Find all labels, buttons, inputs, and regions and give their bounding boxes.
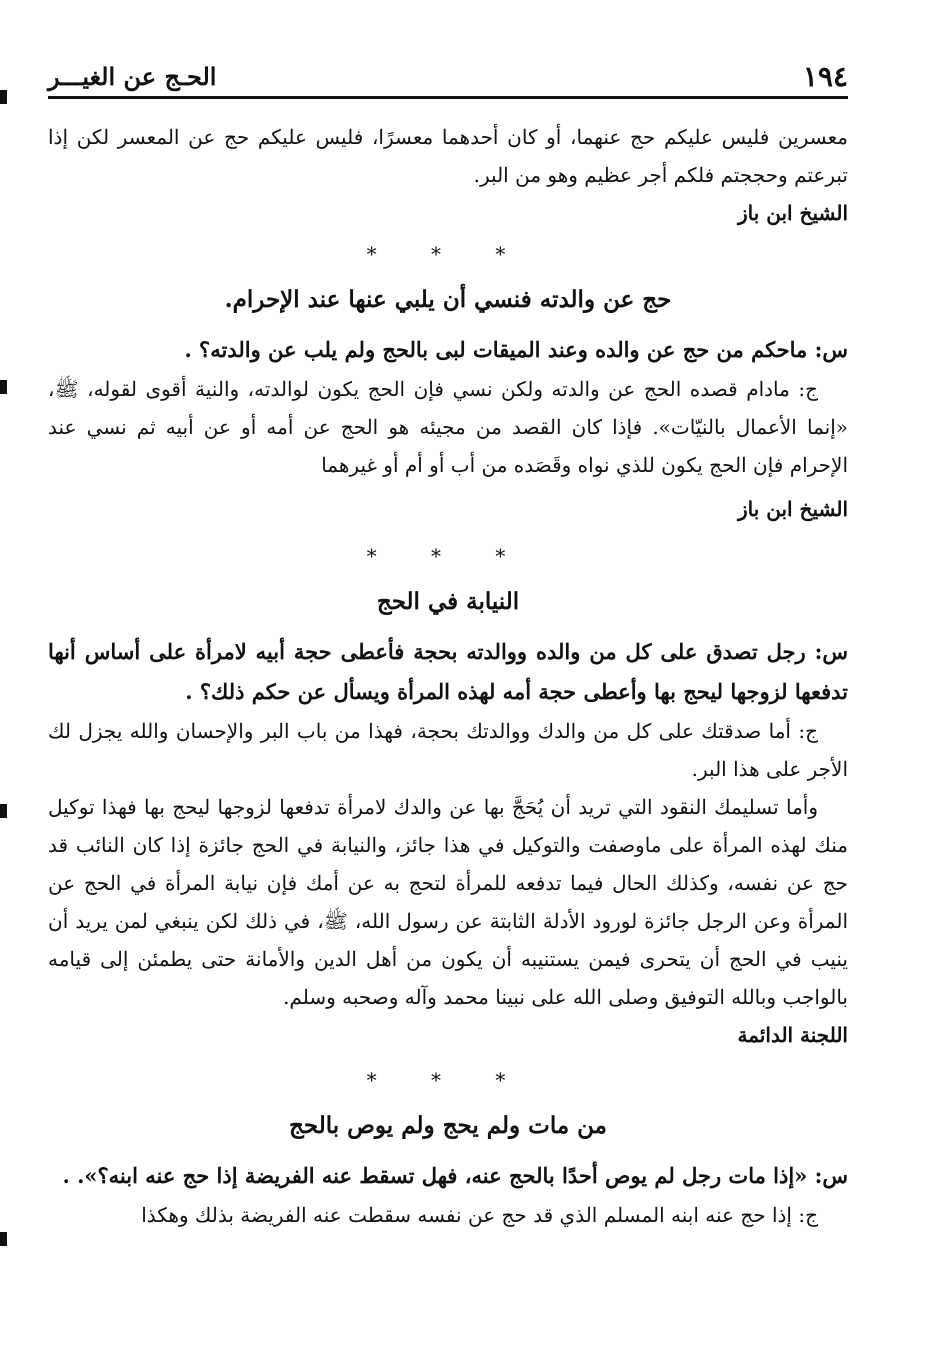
margin-mark <box>0 1232 7 1246</box>
attribution <box>48 194 848 232</box>
attribution-text: اللجنة الدائمة <box>737 1023 848 1047</box>
body-paragraph: وأما تسليمك النقود التي تريد أن يُحَجَّ بها عن والدك لامرأة تدفعها لزوجها ليحج بها فهذا توكيل منك لهذه المرأة على ماوصفت والتوكيل في هذا جائز، والنيابة في الحج جائزة إذا كان النائب قد حج عن نفسه، وكذلك الحال فيما تدفعه للمرأة لتحج به عن أمك فإن نيابة المرأة في الحج عن المرأة وعن الرجل جائزة لورود الأدلة الثابتة عن رسول الله، ﷺ، في ذلك لكن ينبغي لمن يريد أن ينيب في الحج أن يتحرى فيمن يستنيبه أن يكون من أهل الدين والأمانة حتى يطمئن إلى قيامه بالواجب وبالله التوفيق وصلى الله على نبينا محمد وآله وصحبه وسلم. <box>48 795 848 1009</box>
question: س: «إذا مات رجل لم يوص أحدًا بالحج عنه، فهل تسقط عنه الفريضة إذا حج عنه ابنه؟». . <box>62 1163 848 1188</box>
page-content <box>48 118 848 1234</box>
section-separator: * * * <box>366 544 530 568</box>
section-separator: * * * <box>366 242 530 266</box>
answer: ج: إذا حج عنه ابنه المسلم الذي قد حج عن نفسه سقطت عنه الفريضة بذلك وهكذا <box>141 1203 818 1227</box>
section-title: النيابة في الحج <box>376 588 520 615</box>
attribution <box>48 1016 848 1054</box>
page-number: ١٩٤ <box>802 60 848 93</box>
attribution-text: الشيخ ابن باز <box>737 201 848 225</box>
margin-mark <box>0 380 7 394</box>
page-header <box>48 58 848 99</box>
margin-mark <box>0 90 7 104</box>
running-title: الحـج عن الغيـــر <box>48 62 217 91</box>
continuation-paragraph: معسرين فليس عليكم حج عنهما، أو كان أحدهما معسرًا، فليس عليكم حج عن المعسر لكن إذا تبرعتم وحججتم فلكم أجر عظيم وهو من البر. <box>48 125 848 187</box>
section-title: حج عن والدته فنسي أن يلبي عنها عند الإحرام. <box>224 286 672 313</box>
attribution <box>48 490 848 528</box>
section-title: من مات ولم يحج ولم يوص بالحج <box>289 1112 607 1139</box>
margin-mark <box>0 804 7 818</box>
attribution-text: الشيخ ابن باز <box>737 497 848 521</box>
answer: ج: أما صدقتك على كل من والدك ووالدتك بحجة، فهذا من باب البر والإحسان والله يجزل لك الأجر على هذا البر. <box>48 719 848 781</box>
question: س: ماحكم من حج عن والده وعند الميقات لبى بالحج ولم يلب عن والدته؟ . <box>184 337 848 362</box>
question: س: رجل تصدق على كل من والده ووالدته بحجة فأعطى حجة أبيه لامرأة على أساس أنها تدفعها لزوجها ليحج بها وأعطى حجة أمه لهذه المرأة ويسأل عن حكم ذلك؟ . <box>48 639 848 704</box>
answer: ج: مادام قصده الحج عن والدته ولكن نسي فإن الحج يكون لوالدته، والنية أقوى لقوله، ﷺ، «إنما الأعمال بالنيّات». فإذا كان القصد من مجيئه هو الحج عن أمه أو عن أبيه ثم نسي عند الإحرام فإن الحج يكون للذي نواه وقَصَده من أب أو أم أو غيرهما <box>48 377 848 477</box>
section-separator: * * * <box>366 1068 530 1092</box>
